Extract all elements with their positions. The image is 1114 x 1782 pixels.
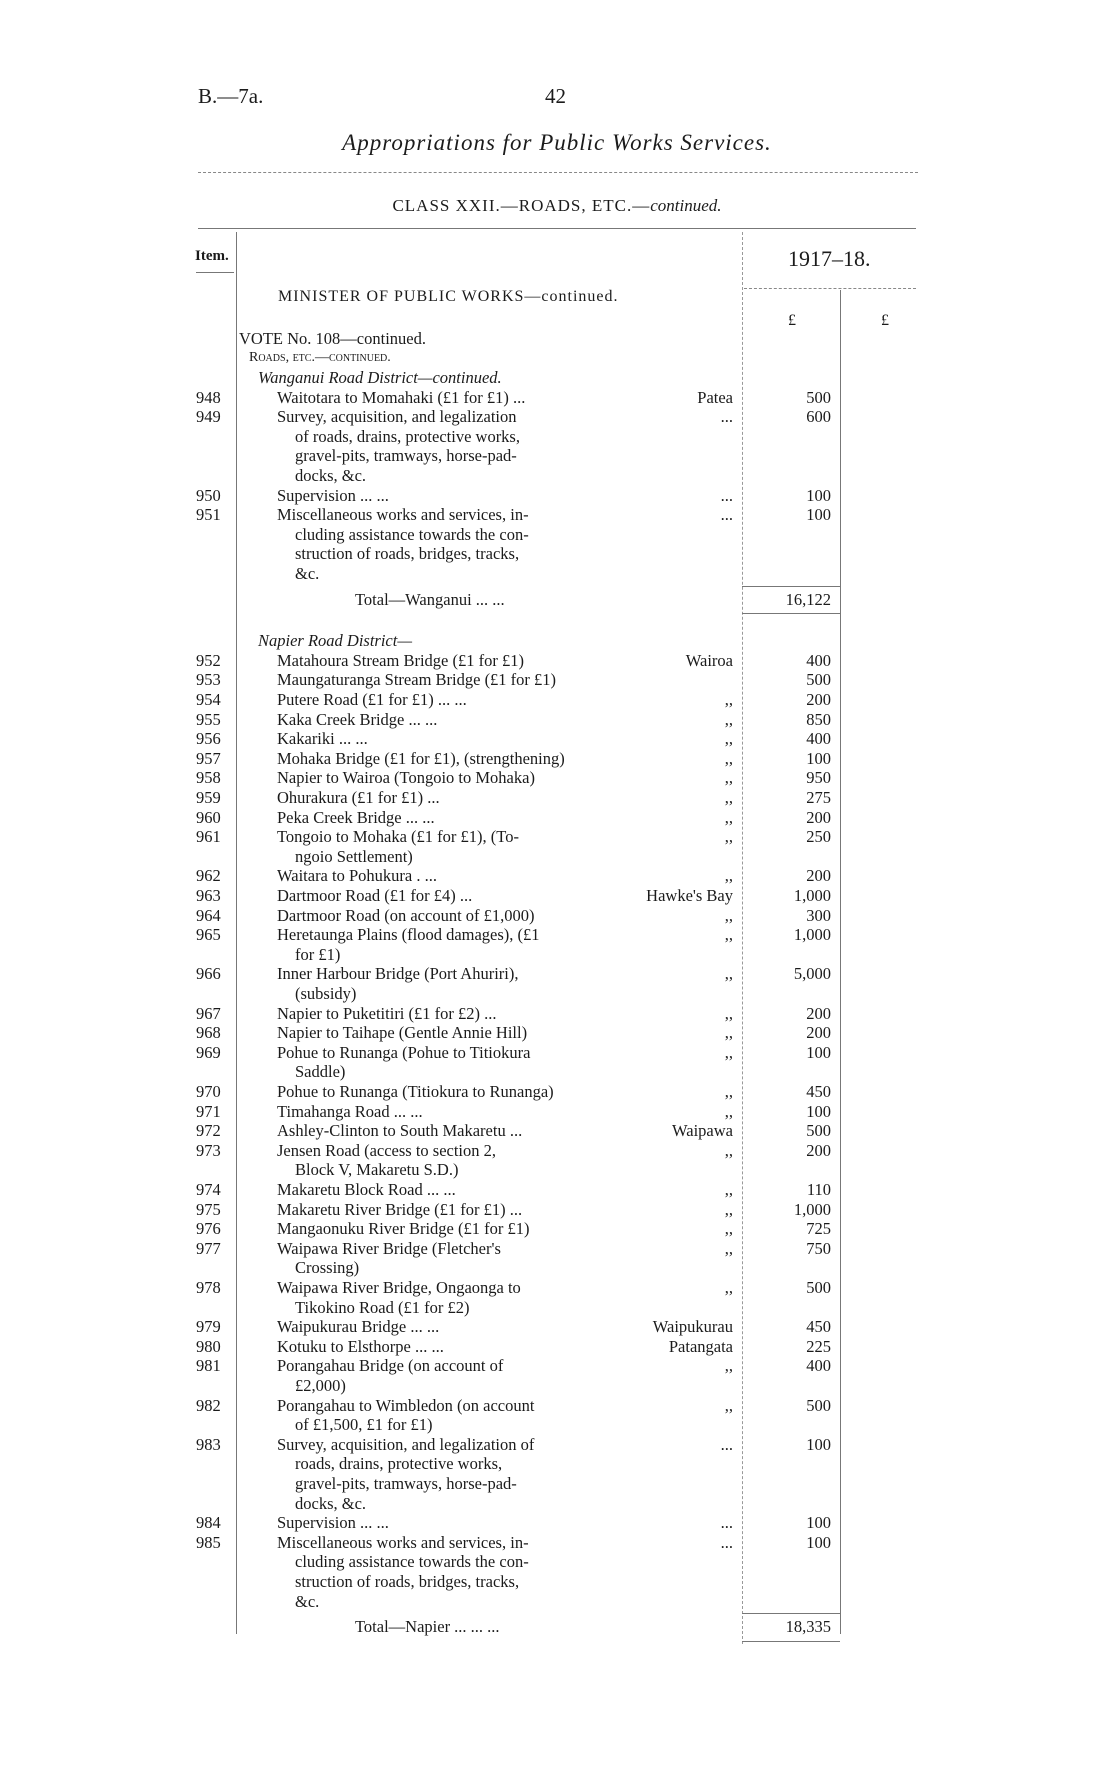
item-district: ...	[720, 1434, 733, 1454]
item-district: ...	[720, 1513, 733, 1533]
item-description: Tikokino Road (£1 for £2)	[295, 1297, 470, 1317]
item-number: 957	[196, 748, 221, 768]
item-description: Peka Creek Bridge ... ...	[277, 807, 435, 827]
item-number: 973	[196, 1140, 221, 1160]
item-description: struction of roads, bridges, tracks,	[295, 1572, 520, 1591]
total-amount: 18,335	[785, 1617, 831, 1637]
item-district: ,,	[724, 866, 733, 886]
item-description: Maungaturanga Stream Bridge (£1 for £1)	[277, 670, 557, 690]
item-amount: 1,000	[793, 925, 831, 945]
item-description: roads, drains, protective works,	[295, 1454, 503, 1474]
item-district: ,,	[724, 964, 733, 984]
item-district: ,,	[724, 1395, 733, 1415]
item-number: 960	[196, 807, 221, 827]
item-number: 962	[196, 866, 221, 886]
district-column-divider	[742, 232, 743, 1644]
item-amount: 200	[806, 1003, 831, 1023]
item-number: 963	[196, 886, 221, 905]
item-number: 972	[196, 1121, 221, 1141]
item-amount: 275	[806, 788, 831, 807]
item-district: ,,	[724, 1199, 733, 1219]
item-district: ,,	[724, 748, 733, 768]
item-description: ngoio Settlement)	[295, 846, 413, 866]
item-number: 974	[196, 1180, 221, 1199]
item-description: (subsidy)	[295, 984, 357, 1003]
item-description: docks, &c.	[295, 466, 367, 485]
item-amount: 450	[806, 1317, 831, 1337]
item-amount: 200	[806, 866, 831, 886]
item-amount: 500	[806, 1395, 831, 1415]
page-title: Appropriations for Public Works Services.	[342, 130, 772, 155]
item-description: for £1)	[295, 944, 341, 964]
item-amount: 1,000	[793, 886, 831, 905]
item-district: ,,	[724, 1278, 733, 1297]
item-number: 953	[196, 670, 221, 690]
item-number: 980	[196, 1336, 221, 1356]
item-description: Waipawa River Bridge, Ongaonga to	[277, 1278, 521, 1297]
item-district: ,,	[724, 925, 733, 945]
item-number: 985	[196, 1532, 221, 1552]
district-heading: Napier Road District—	[258, 631, 413, 651]
item-amount: 725	[806, 1219, 831, 1239]
item-number: 981	[196, 1356, 221, 1376]
item-description: Kaka Creek Bridge ... ...	[277, 709, 438, 729]
item-district: ,,	[724, 1042, 733, 1062]
total-label: Total—Napier ... ... ...	[355, 1617, 500, 1637]
item-district: ...	[720, 407, 733, 427]
item-description: &c.	[295, 1591, 320, 1611]
item-number: 982	[196, 1395, 221, 1415]
item-number: 975	[196, 1199, 221, 1219]
item-amount: 100	[806, 1042, 831, 1062]
class-heading-main: CLASS XXII.—ROADS, ETC.—	[392, 196, 651, 215]
item-description: Supervision ... ...	[277, 485, 389, 505]
item-district: Waipawa	[672, 1121, 733, 1141]
item-description: Porangahau Bridge (on account of	[277, 1356, 504, 1376]
item-description: cluding assistance towards the con-	[295, 1552, 529, 1572]
item-number: 971	[196, 1101, 221, 1121]
item-amount: 300	[806, 905, 831, 925]
item-district: ,,	[724, 729, 733, 749]
item-number: 954	[196, 690, 221, 709]
item-number: 964	[196, 905, 221, 925]
item-number: 958	[196, 768, 221, 788]
item-district: ,,	[724, 905, 733, 925]
item-amount: 500	[806, 670, 831, 690]
item-description: Dartmoor Road (on account of £1,000)	[277, 905, 535, 925]
item-column-divider	[236, 232, 237, 1634]
item-district: Wairoa	[685, 650, 733, 670]
item-district: ,,	[724, 807, 733, 827]
item-description: Timahanga Road ... ...	[277, 1101, 423, 1121]
item-district: Patea	[697, 387, 733, 407]
document-reference: B.—7a.	[198, 84, 264, 108]
minister-heading: MINISTER OF PUBLIC WORKS—continued.	[278, 288, 619, 305]
item-district: ...	[720, 485, 733, 505]
item-district: ,,	[724, 1101, 733, 1121]
item-amount: 400	[806, 729, 831, 749]
total-label: Total—Wanganui ... ...	[355, 589, 505, 609]
item-description: Miscellaneous works and services, in-	[277, 1532, 529, 1552]
item-district: ,,	[724, 1356, 733, 1376]
item-amount: 200	[806, 807, 831, 827]
item-header-underline	[196, 272, 234, 273]
item-number: 966	[196, 964, 221, 984]
item-district: ,,	[724, 1003, 733, 1023]
item-description: Makaretu Block Road ... ...	[277, 1180, 456, 1199]
item-amount: 750	[806, 1238, 831, 1258]
year-column-header: 1917–18.	[788, 246, 871, 271]
item-description: Inner Harbour Bridge (Port Ahuriri),	[277, 964, 519, 984]
item-number: 949	[196, 407, 221, 427]
roads-heading: Roads, etc.—continued.	[249, 350, 391, 365]
item-description: Ashley-Clinton to South Makaretu ...	[277, 1121, 523, 1141]
currency-symbol-2: £	[881, 312, 889, 329]
item-number: 961	[196, 827, 221, 847]
item-description: Heretaunga Plains (flood damages), (£1	[277, 925, 540, 945]
item-description: Block V, Makaretu S.D.)	[295, 1160, 459, 1180]
item-number: 970	[196, 1082, 221, 1101]
item-amount: 500	[806, 387, 831, 407]
item-description: of £1,500, £1 for £1)	[295, 1415, 433, 1435]
item-district: ,,	[724, 1140, 733, 1160]
item-description: Crossing)	[295, 1258, 360, 1278]
item-district: ,,	[724, 1082, 733, 1101]
item-amount: 100	[806, 1532, 831, 1552]
item-description: Ohurakura (£1 for £1) ...	[277, 788, 440, 807]
item-description: Mohaka Bridge (£1 for £1), (strengthening)	[277, 748, 565, 768]
item-amount: 5,000	[793, 964, 831, 984]
class-heading-suffix: continued.	[650, 196, 722, 215]
title-rule	[198, 172, 918, 173]
item-district: ,,	[724, 690, 733, 709]
item-description: Waitara to Pohukura . ...	[277, 866, 437, 886]
item-description: Survey, acquisition, and legalization	[277, 407, 517, 427]
item-description: Mangaonuku River Bridge (£1 for £1)	[277, 1219, 530, 1239]
item-description: Dartmoor Road (£1 for £4) ...	[277, 886, 473, 905]
item-number: 959	[196, 788, 221, 807]
item-description: gravel-pits, tramways, horse-pad-	[295, 446, 517, 466]
item-district: ,,	[724, 827, 733, 847]
currency-symbol-1: £	[788, 312, 796, 329]
item-amount: 100	[806, 1513, 831, 1533]
item-amount: 200	[806, 690, 831, 709]
class-heading	[0, 196, 1114, 216]
item-number: 950	[196, 485, 221, 505]
item-description: £2,000)	[295, 1376, 346, 1395]
item-description: Saddle)	[295, 1062, 346, 1082]
item-number: 951	[196, 505, 221, 525]
item-description: gravel-pits, tramways, horse-pad-	[295, 1474, 517, 1493]
total-top-rule	[742, 1613, 840, 1614]
item-district: Waipukurau	[652, 1317, 733, 1337]
item-amount: 500	[806, 1278, 831, 1297]
item-amount: 200	[806, 1140, 831, 1160]
item-amount: 100	[806, 505, 831, 525]
total-bottom-rule	[742, 1641, 840, 1642]
item-amount: 850	[806, 709, 831, 729]
item-description: Survey, acquisition, and legalization of	[277, 1434, 535, 1454]
item-description: cluding assistance towards the con-	[295, 524, 529, 544]
item-number: 979	[196, 1317, 221, 1337]
vote-heading: VOTE No. 108—continued.	[239, 329, 426, 348]
item-district: ,,	[724, 768, 733, 788]
item-district: ,,	[724, 1023, 733, 1043]
item-number: 983	[196, 1434, 221, 1454]
item-amount: 400	[806, 650, 831, 670]
item-description: Tongoio to Mohaka (£1 for £1), (To-	[277, 827, 519, 847]
item-district: ,,	[724, 1219, 733, 1239]
item-description: docks, &c.	[295, 1493, 367, 1513]
item-number: 969	[196, 1042, 221, 1062]
total-bottom-rule	[742, 613, 840, 614]
item-description: Matahoura Stream Bridge (£1 for £1)	[277, 650, 524, 670]
item-description: of roads, drains, protective works,	[295, 426, 520, 446]
item-amount: 100	[806, 1434, 831, 1454]
item-description: &c.	[295, 564, 320, 583]
item-district: ,,	[724, 709, 733, 729]
item-description: Pohue to Runanga (Pohue to Titiokura	[277, 1042, 531, 1062]
item-number: 952	[196, 650, 221, 670]
item-district: Patangata	[668, 1336, 733, 1356]
item-number: 968	[196, 1023, 221, 1043]
item-number: 948	[196, 387, 221, 407]
item-number: 984	[196, 1513, 221, 1533]
item-description: Supervision ... ...	[277, 1513, 389, 1533]
item-amount: 200	[806, 1023, 831, 1043]
item-amount: 250	[806, 827, 831, 847]
item-number: 967	[196, 1003, 221, 1023]
item-description: Porangahau to Wimbledon (on account	[277, 1395, 535, 1415]
item-amount: 100	[806, 748, 831, 768]
total-amount: 16,122	[785, 589, 831, 609]
item-description: Napier to Wairoa (Tongoio to Mohaka)	[277, 768, 535, 788]
item-amount: 110	[806, 1180, 831, 1199]
item-district: ,,	[724, 1238, 733, 1258]
item-description: Jensen Road (access to section 2,	[277, 1140, 497, 1160]
item-amount: 450	[806, 1082, 831, 1101]
item-number: 976	[196, 1219, 221, 1239]
item-description: Waitotara to Momahaki (£1 for £1) ...	[277, 387, 526, 407]
item-amount: 500	[806, 1121, 831, 1141]
item-number: 955	[196, 709, 221, 729]
item-district: ,,	[724, 1180, 733, 1199]
item-description: struction of roads, bridges, tracks,	[295, 544, 520, 564]
item-amount: 1,000	[793, 1199, 831, 1219]
item-amount: 100	[806, 1101, 831, 1121]
item-column-header: Item.	[195, 248, 229, 264]
item-description: Kotuku to Elsthorpe ... ...	[277, 1336, 444, 1356]
item-description: Miscellaneous works and services, in-	[277, 505, 529, 525]
item-district: ...	[720, 1532, 733, 1552]
total-top-rule	[742, 586, 840, 587]
item-number: 956	[196, 729, 221, 749]
item-district: ,,	[724, 788, 733, 807]
item-amount: 100	[806, 485, 831, 505]
item-description: Waipawa River Bridge (Fletcher's	[277, 1238, 501, 1258]
district-heading: Wanganui Road District—continued.	[258, 368, 502, 387]
item-amount: 400	[806, 1356, 831, 1376]
item-description: Waipukurau Bridge ... ...	[277, 1317, 440, 1337]
item-description: Kakariki ... ...	[277, 729, 368, 749]
item-amount: 600	[806, 407, 831, 427]
item-description: Makaretu River Bridge (£1 for £1) ...	[277, 1199, 523, 1219]
item-amount: 225	[806, 1336, 831, 1356]
item-amount: 950	[806, 768, 831, 788]
year-header-underline	[744, 288, 916, 289]
item-number: 977	[196, 1238, 221, 1258]
item-district: ...	[720, 505, 733, 525]
item-description: Pohue to Runanga (Titiokura to Runanga)	[277, 1082, 554, 1101]
amount-column-divider	[840, 290, 841, 1634]
item-description: Napier to Puketitiri (£1 for £2) ...	[277, 1003, 497, 1023]
table-top-rule	[198, 228, 916, 229]
item-number: 965	[196, 925, 221, 945]
item-number: 978	[196, 1278, 221, 1297]
item-description: Putere Road (£1 for £1) ... ...	[277, 690, 467, 709]
item-district: Hawke's Bay	[646, 886, 733, 905]
item-description: Napier to Taihape (Gentle Annie Hill)	[277, 1023, 528, 1043]
page-number: 42	[545, 84, 566, 108]
